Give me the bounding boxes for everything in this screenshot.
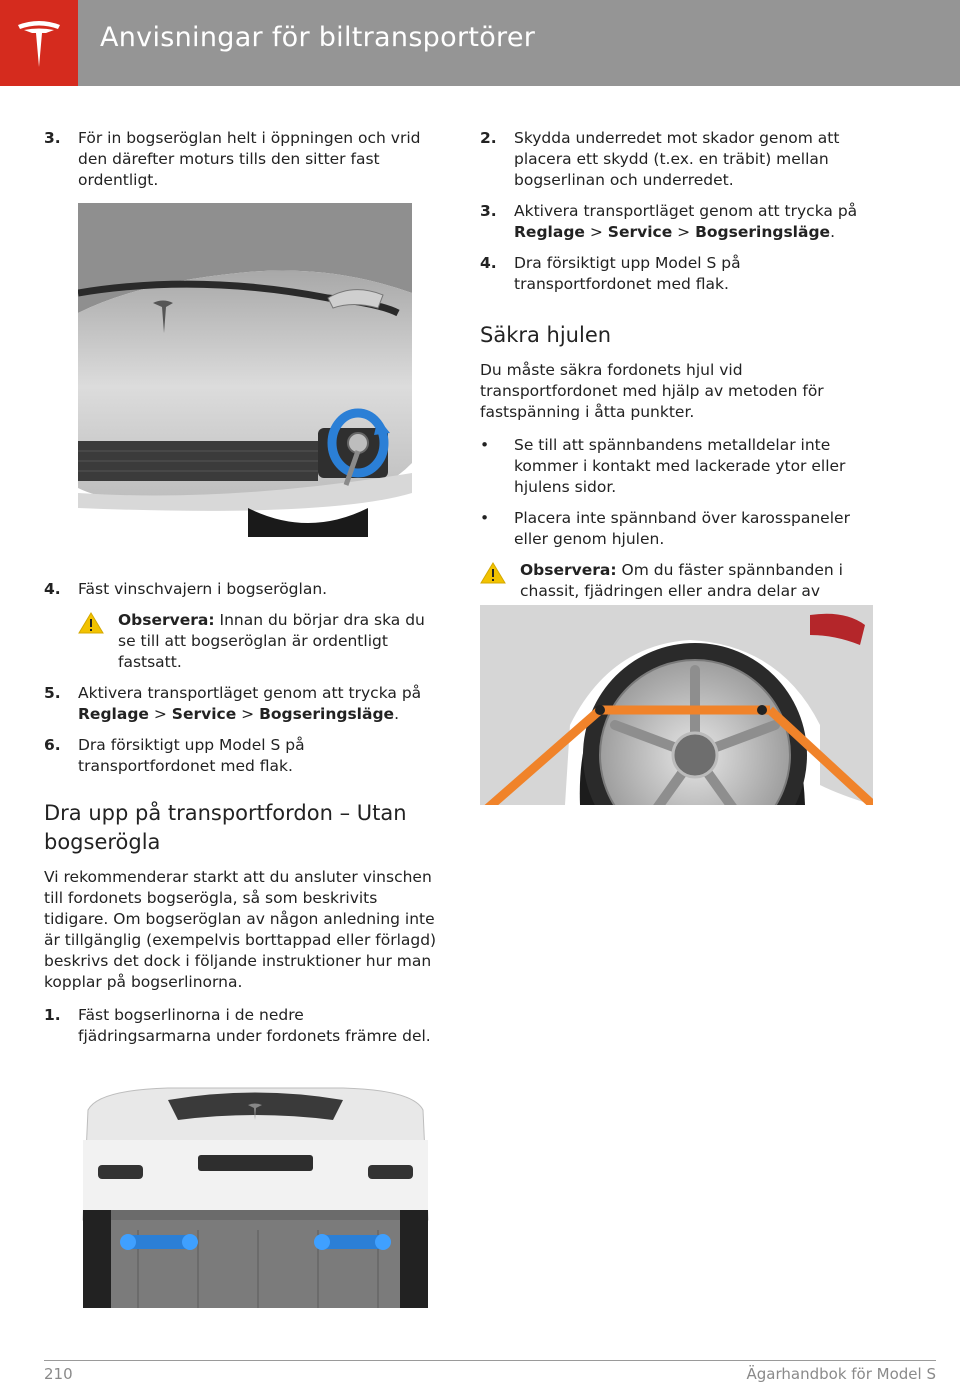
menu-bogseringslage: Bogseringsläge: [259, 705, 395, 723]
step-text-post: .: [394, 705, 399, 723]
menu-separator: >: [584, 223, 608, 241]
menu-separator: >: [236, 705, 260, 723]
header-title: Anvisningar för biltransportörer: [100, 22, 536, 53]
warning-triangle-icon: [78, 612, 104, 634]
step-text: Dra försiktigt upp Model S på transportfordonet med flak.: [514, 254, 741, 293]
step-text: För in bogseröglan helt i öppningen och vrid den därefter moturs tills den sitter fast ordentligt.: [78, 129, 421, 189]
menu-service: Service: [607, 223, 673, 241]
tesla-logo: [0, 0, 78, 86]
menu-service: Service: [171, 705, 237, 723]
step-number: 3.: [480, 202, 497, 220]
left-step-1: [44, 1005, 439, 1047]
left-note: [78, 610, 439, 673]
step-text-pre: Aktivera transportläget genom att trycka på: [514, 202, 858, 220]
step-number: 4.: [480, 254, 497, 272]
section-intro: Vi rekommenderar starkt att du ansluter vinschen till fordonets bogserögla, så som beskrivits tidigare. Om bogseröglan av någon anledning inte är tillgänglig (exempelvis borttappad eller förlagd) beskrivs det dock i följande instruktioner hur man kopplar på bogserlinorna.: [44, 868, 437, 991]
car-underside-illustration: [78, 1080, 433, 1308]
step-text: Skydda underredet mot skador genom att placera ett skydd (t.ex. en träbit) mellan bogserlinan och underredet.: [514, 129, 840, 189]
tow-hook-right: [314, 1234, 391, 1250]
step-number: 3.: [44, 129, 61, 147]
section-title-without-eye: Dra upp på transportfordon – Utan bogserögla: [44, 801, 407, 854]
page-header: [0, 0, 960, 86]
note-label: Observera:: [118, 611, 215, 629]
left-step-6: [44, 735, 439, 777]
bullet-glyph: •: [480, 436, 490, 454]
step-number: 2.: [480, 129, 497, 147]
wheel-strap-illustration: [480, 605, 873, 867]
note-label: Observera:: [520, 561, 617, 579]
car-front-illustration: [78, 203, 412, 537]
bullet-glyph: •: [480, 509, 490, 527]
right-step-2: [480, 128, 875, 191]
bullet-text: Se till att spännbandens metalldelar inte kommer i kontakt med lackerade ytor eller hjulens sidor.: [514, 436, 846, 496]
figure-tow-eye-install: [78, 203, 412, 537]
step-number: 1.: [44, 1006, 61, 1024]
step-text-post: .: [830, 223, 835, 241]
step-number: 5.: [44, 684, 61, 702]
step-text: Fäst bogserlinorna i de nedre fjädringsarmarna under fordonets främre del.: [78, 1006, 431, 1045]
book-title: Ägarhandbok för Model S: [746, 1365, 936, 1383]
page-number: 210: [44, 1365, 73, 1383]
menu-separator: >: [672, 223, 696, 241]
menu-separator: >: [148, 705, 172, 723]
figure-suspension-arms: [78, 1080, 433, 1308]
footer-divider: [44, 1360, 936, 1361]
step-number: 4.: [44, 580, 61, 598]
menu-reglage: Reglage: [78, 705, 149, 723]
note-text: Om du fäster spännbanden i chassit, fjädringen eller andra delar av: [520, 561, 843, 600]
bullet-item: [480, 508, 875, 550]
left-step-4: [44, 579, 439, 600]
menu-bogseringslage: Bogseringsläge: [695, 223, 831, 241]
right-step-4: [480, 253, 875, 295]
step-text: Fäst vinschvajern i bogseröglan.: [78, 580, 328, 598]
bullet-text: Placera inte spännband över karosspaneler eller genom hjulen.: [514, 509, 850, 548]
tesla-logo-icon: [16, 18, 62, 68]
section-title-secure-wheels: Säkra hjulen: [480, 323, 612, 347]
left-step-5: [44, 683, 439, 725]
step-text-pre: Aktivera transportläget genom att trycka på: [78, 684, 422, 702]
warning-triangle-icon: [480, 562, 506, 584]
right-column: [480, 128, 875, 633]
figure-wheel-straps: [480, 605, 873, 867]
tow-hook-left: [120, 1234, 198, 1250]
right-step-3: [480, 201, 875, 243]
step-text: Dra försiktigt upp Model S på transportfordonet med flak.: [78, 736, 305, 775]
step-number: 6.: [44, 736, 61, 754]
bullet-item: [480, 435, 875, 498]
section-intro: Du måste säkra fordonets hjul vid transportfordonet med hjälp av metoden för fastspänning i åtta punkter.: [480, 361, 824, 421]
note-text: Innan du börjar dra ska du se till att bogseröglan är ordentligt fastsatt.: [118, 611, 425, 671]
left-step-3: [44, 128, 439, 191]
menu-reglage: Reglage: [514, 223, 585, 241]
